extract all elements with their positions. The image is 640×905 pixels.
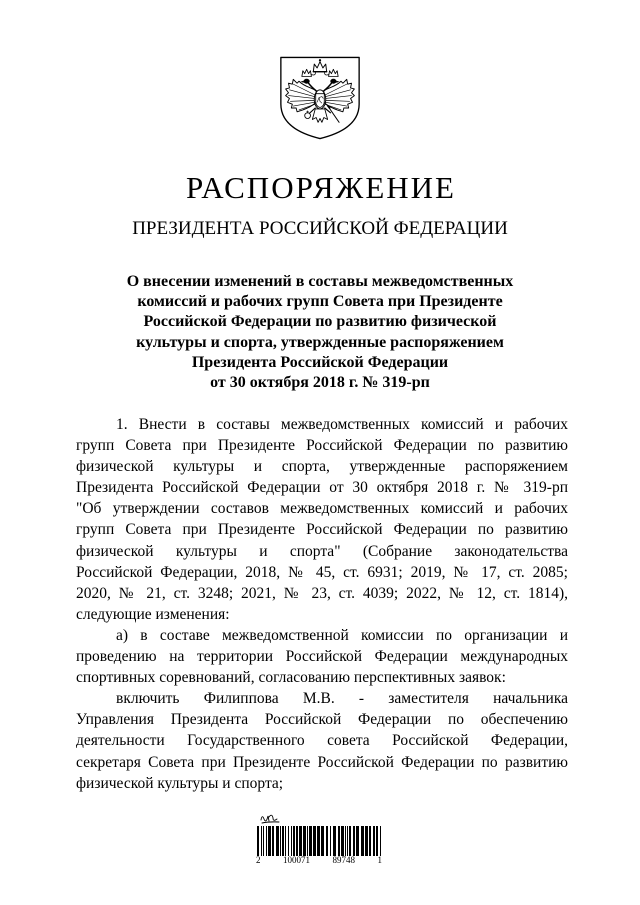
- body-line: групп Совета при Президенте Российской Федерации по развитию: [76, 521, 568, 539]
- paragraph-subitem-a: [76, 625, 568, 688]
- heading-line: Президента Российской Федерации: [191, 353, 449, 371]
- document-type-title: РАСПОРЯЖЕНИЕ: [186, 170, 456, 205]
- body-line: проведению на территории Российской Федерации международных: [76, 648, 568, 666]
- heading-line: культуры и спорта, утвержденные распоряжением: [136, 333, 504, 351]
- body-line: деятельности Государственного совета Российской Федерации,: [76, 732, 568, 750]
- heading-line: комиссий и рабочих групп Совета при Президенте: [137, 293, 503, 311]
- body-line: физической культуры и спорта;: [76, 774, 284, 792]
- paragraph-item-1: [76, 414, 568, 625]
- body-line: групп Совета при Президенте Российской Федерации по развитию: [76, 437, 568, 455]
- body-line: физической культуры и спорта, утвержденные распоряжением: [76, 458, 568, 476]
- body-line: Российской Федерации, 2018, № 45, ст. 6931; 2019, № 17, ст. 2085;: [76, 563, 568, 581]
- barcode-icon: [257, 826, 381, 856]
- heading-line: О внесении изменений в составы межведомственных: [126, 273, 514, 290]
- body-line: секретаря Совета при Президенте Российской Федерации по развитию: [76, 753, 568, 771]
- body-line: Президента Российской Федерации от 30 октября 2018 г. № 319-рп: [76, 479, 568, 497]
- body-line: физической культуры и спорта" (Собрание законодательства: [76, 542, 568, 560]
- handwritten-mark-icon: [259, 811, 281, 826]
- body-line: следующие изменения:: [76, 605, 230, 623]
- body-line: 2020, № 21, ст. 3248; 2021, № 23, ст. 4039; 2022, № 12, ст. 1814),: [76, 584, 568, 602]
- barcode-number: 2 100071 89748 1: [256, 855, 382, 865]
- document-heading: [60, 272, 580, 393]
- body-line: Управления Президента Российской Федерации по обеспечению: [76, 711, 568, 729]
- document-body: [76, 414, 568, 794]
- heading-line: от 30 октября 2018 г. № 319-рп: [210, 374, 430, 392]
- body-line: включить Филиппова М.В. - заместителя начальника: [116, 690, 568, 708]
- body-line: а) в составе межведомственной комиссии по организации и: [116, 626, 568, 644]
- issuer-title: ПРЕЗИДЕНТА РОССИЙСКОЙ ФЕДЕРАЦИИ: [132, 218, 508, 239]
- body-line: "Об утверждении составов межведомственных комиссий и рабочих: [76, 500, 568, 518]
- body-line: 1. Внести в составы межведомственных комиссий и рабочих: [116, 416, 568, 433]
- heading-line: Российской Федерации по развитию физической: [143, 313, 497, 331]
- body-line: спортивных соревнований, согласованию перспективных заявок:: [76, 669, 506, 687]
- paragraph-include-clause: [76, 688, 568, 793]
- coat-of-arms-icon: [278, 54, 362, 141]
